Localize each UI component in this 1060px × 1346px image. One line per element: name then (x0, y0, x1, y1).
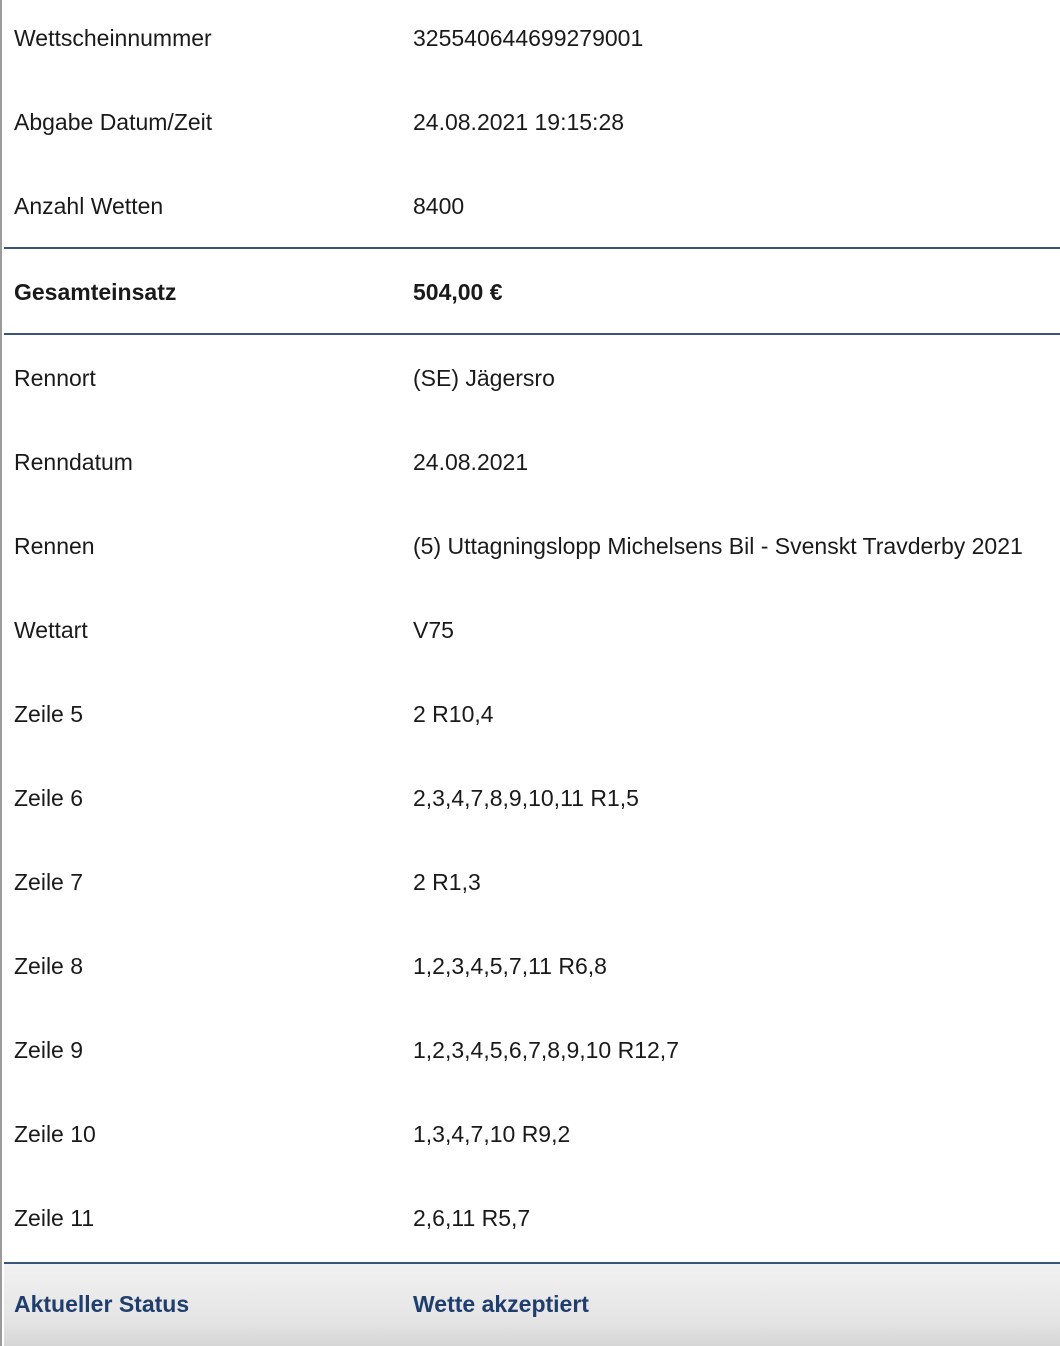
row-value: 1,2,3,4,5,6,7,8,9,10 R12,7 (413, 1037, 679, 1063)
total-value: 504,00 € (413, 279, 503, 305)
row-value: 2,3,4,7,8,9,10,11 R1,5 (413, 785, 639, 811)
divider (4, 333, 1060, 335)
row-label: Rennort (14, 365, 96, 391)
row-value: 2 R1,3 (413, 869, 481, 895)
row-renndatum (4, 424, 1060, 508)
row-label: Zeile 9 (14, 1037, 84, 1063)
status-row (4, 1262, 1060, 1346)
row-value: 2 R10,4 (413, 701, 494, 727)
status-value: Wette akzeptiert (413, 1291, 589, 1317)
row-gesamteinsatz (4, 254, 1060, 338)
row-value: (SE) Jägersro (413, 365, 555, 391)
row-label: Renndatum (14, 449, 133, 475)
row-value: V75 (413, 617, 454, 643)
row-wettart (4, 592, 1060, 676)
row-value: 1,2,3,4,5,7,11 R6,8 (413, 953, 607, 979)
row-rennen (4, 508, 1060, 592)
row-value: (5) Uttagningslopp Michelsens Bil - Svenskt Travderby 2021 (413, 533, 1023, 559)
row-zeile-6 (4, 760, 1060, 844)
row-label: Anzahl Wetten (14, 193, 164, 219)
row-value: 1,3,4,7,10 R9,2 (413, 1121, 571, 1147)
row-label: Wettart (14, 617, 88, 643)
row-anzahl-wetten (4, 168, 1060, 252)
row-zeile-10 (4, 1096, 1060, 1180)
row-abgabe-datum-zeit (4, 84, 1060, 168)
row-label: Abgabe Datum/Zeit (14, 109, 213, 135)
row-label: Zeile 11 (14, 1205, 95, 1231)
row-zeile-11 (4, 1180, 1060, 1264)
row-value: 325540644699279001 (413, 25, 644, 51)
total-label: Gesamteinsatz (14, 279, 177, 305)
row-value: 8400 (413, 193, 465, 219)
row-rennort (4, 340, 1060, 424)
row-zeile-9 (4, 1012, 1060, 1096)
row-zeile-5 (4, 676, 1060, 760)
status-label: Aktueller Status (14, 1291, 190, 1317)
row-label: Zeile 8 (14, 953, 84, 979)
row-label: Wettscheinnummer (14, 25, 212, 51)
row-label: Zeile 6 (14, 785, 84, 811)
row-label: Zeile 5 (14, 701, 84, 727)
row-zeile-7 (4, 844, 1060, 928)
row-zeile-8 (4, 928, 1060, 1012)
row-value: 2,6,11 R5,7 (413, 1205, 531, 1231)
divider (4, 247, 1060, 249)
row-label: Zeile 7 (14, 869, 84, 895)
row-label: Rennen (14, 533, 95, 559)
row-label: Zeile 10 (14, 1121, 96, 1147)
row-wettscheinnummer (4, 0, 1060, 84)
row-value: 24.08.2021 (413, 449, 529, 475)
row-value: 24.08.2021 19:15:28 (413, 109, 625, 135)
